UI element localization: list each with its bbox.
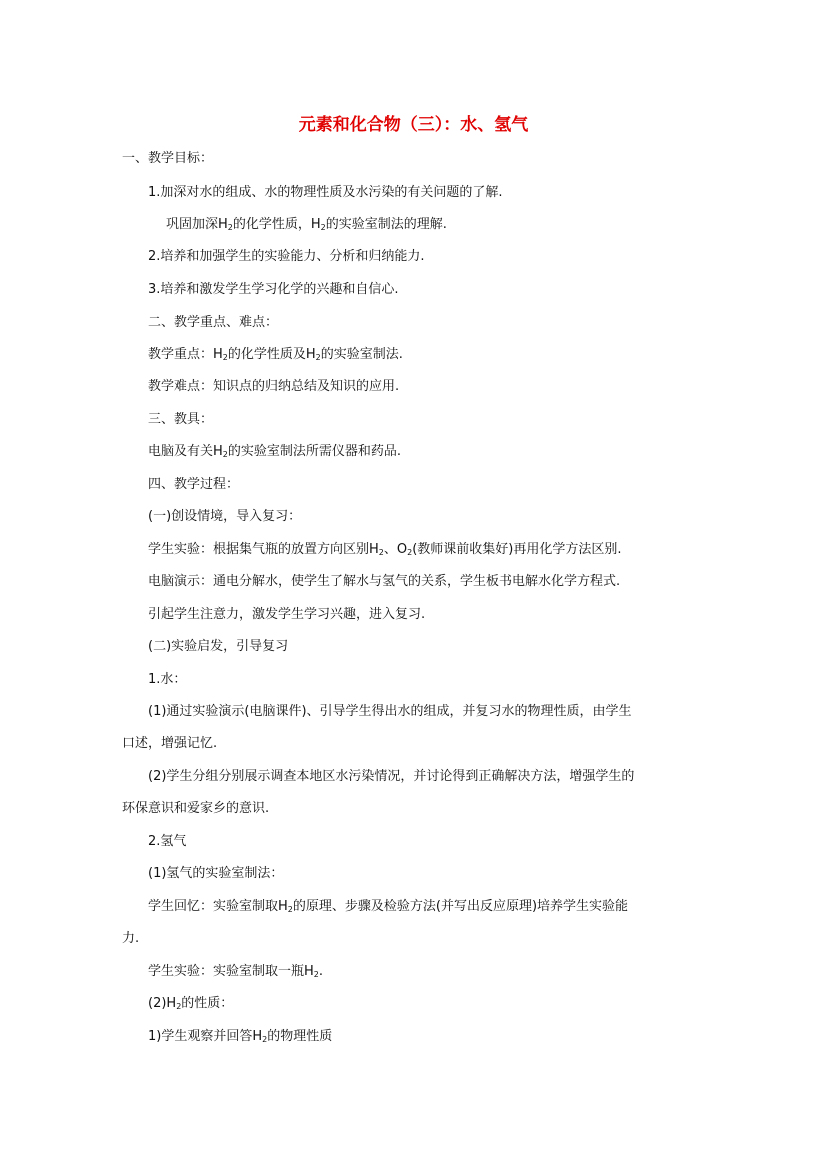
student-experiment-1: 学生实验：根据集气瓶的放置方向区别$H_2$、$O_2$(教师课前收集好)再用化学方法区别. <box>148 542 622 557</box>
computer-demo: 电脑演示：通电分解水，使学生了解水与氢气的关系，学生板书电解水化学方程式. <box>148 574 621 589</box>
tools-text: 电脑及有关$H_2$的实验室制法所需仪器和药品. <box>148 444 402 459</box>
water-point-1: (1)通过实验演示(电脑课件)、引导学生得出水的组成，并复习水的物理性质，由学生 <box>148 704 632 719</box>
water-point-2-cont: 环保意识和爱家乡的意识. <box>122 801 270 816</box>
attention-text: 引起学生注意力，激发学生学习兴趣，进入复习. <box>148 607 426 622</box>
objective-3: 3.培养和激发学生学习化学的兴趣和自信心. <box>148 282 399 297</box>
section-2-heading: (二)实验启发，引导复习 <box>148 639 289 654</box>
student-recall: 学生回忆：实验室制取$H_2$的原理、步骤及检验方法(并写出反应原理)培养学生实验能 <box>148 899 629 914</box>
physical-properties: 1)学生观察并回答$H_2$的物理性质 <box>148 1029 333 1044</box>
hydrogen-heading: 2.氢气 <box>148 834 187 849</box>
student-experiment-2: 学生实验：实验室制取一瓶$H_2$. <box>148 964 324 979</box>
heading-tools: 三、教具： <box>148 412 214 427</box>
objective-1-cont: 巩固加深$H_2$的化学性质，$H_2$的实验室制法的理解. <box>166 217 447 232</box>
objective-2: 2.培养和加强学生的实验能力、分析和归纳能力. <box>148 249 425 264</box>
water-point-1-cont: 口述，增强记忆. <box>122 736 218 751</box>
student-recall-cont: 力. <box>122 931 140 946</box>
heading-key-points: 二、教学重点、难点： <box>148 315 279 330</box>
document-title: 元素和化合物（三）：水、氢气 <box>298 115 529 135</box>
difficult-point: 教学难点：知识点的归纳总结及知识的应用. <box>148 379 400 394</box>
section-1-heading: (一)创设情境，导入复习： <box>148 509 302 524</box>
hydrogen-properties: $(2)H_2$的性质： <box>148 996 234 1011</box>
heading-process: 四、教学过程： <box>148 477 240 492</box>
heading-objectives: 一、教学目标： <box>122 151 214 166</box>
objective-1: 1.加深对水的组成、水的物理性质及水污染的有关问题的了解. <box>148 185 503 200</box>
key-point: 教学重点：$H_2$的化学性质及$H_2$的实验室制法. <box>148 347 403 362</box>
water-point-2: (2)学生分组分别展示调查本地区水污染情况，并讨论得到正确解决方法，增强学生的 <box>148 769 635 784</box>
water-heading: 1.水： <box>148 672 187 687</box>
hydrogen-lab-prep: (1)氢气的实验室制法： <box>148 866 284 881</box>
